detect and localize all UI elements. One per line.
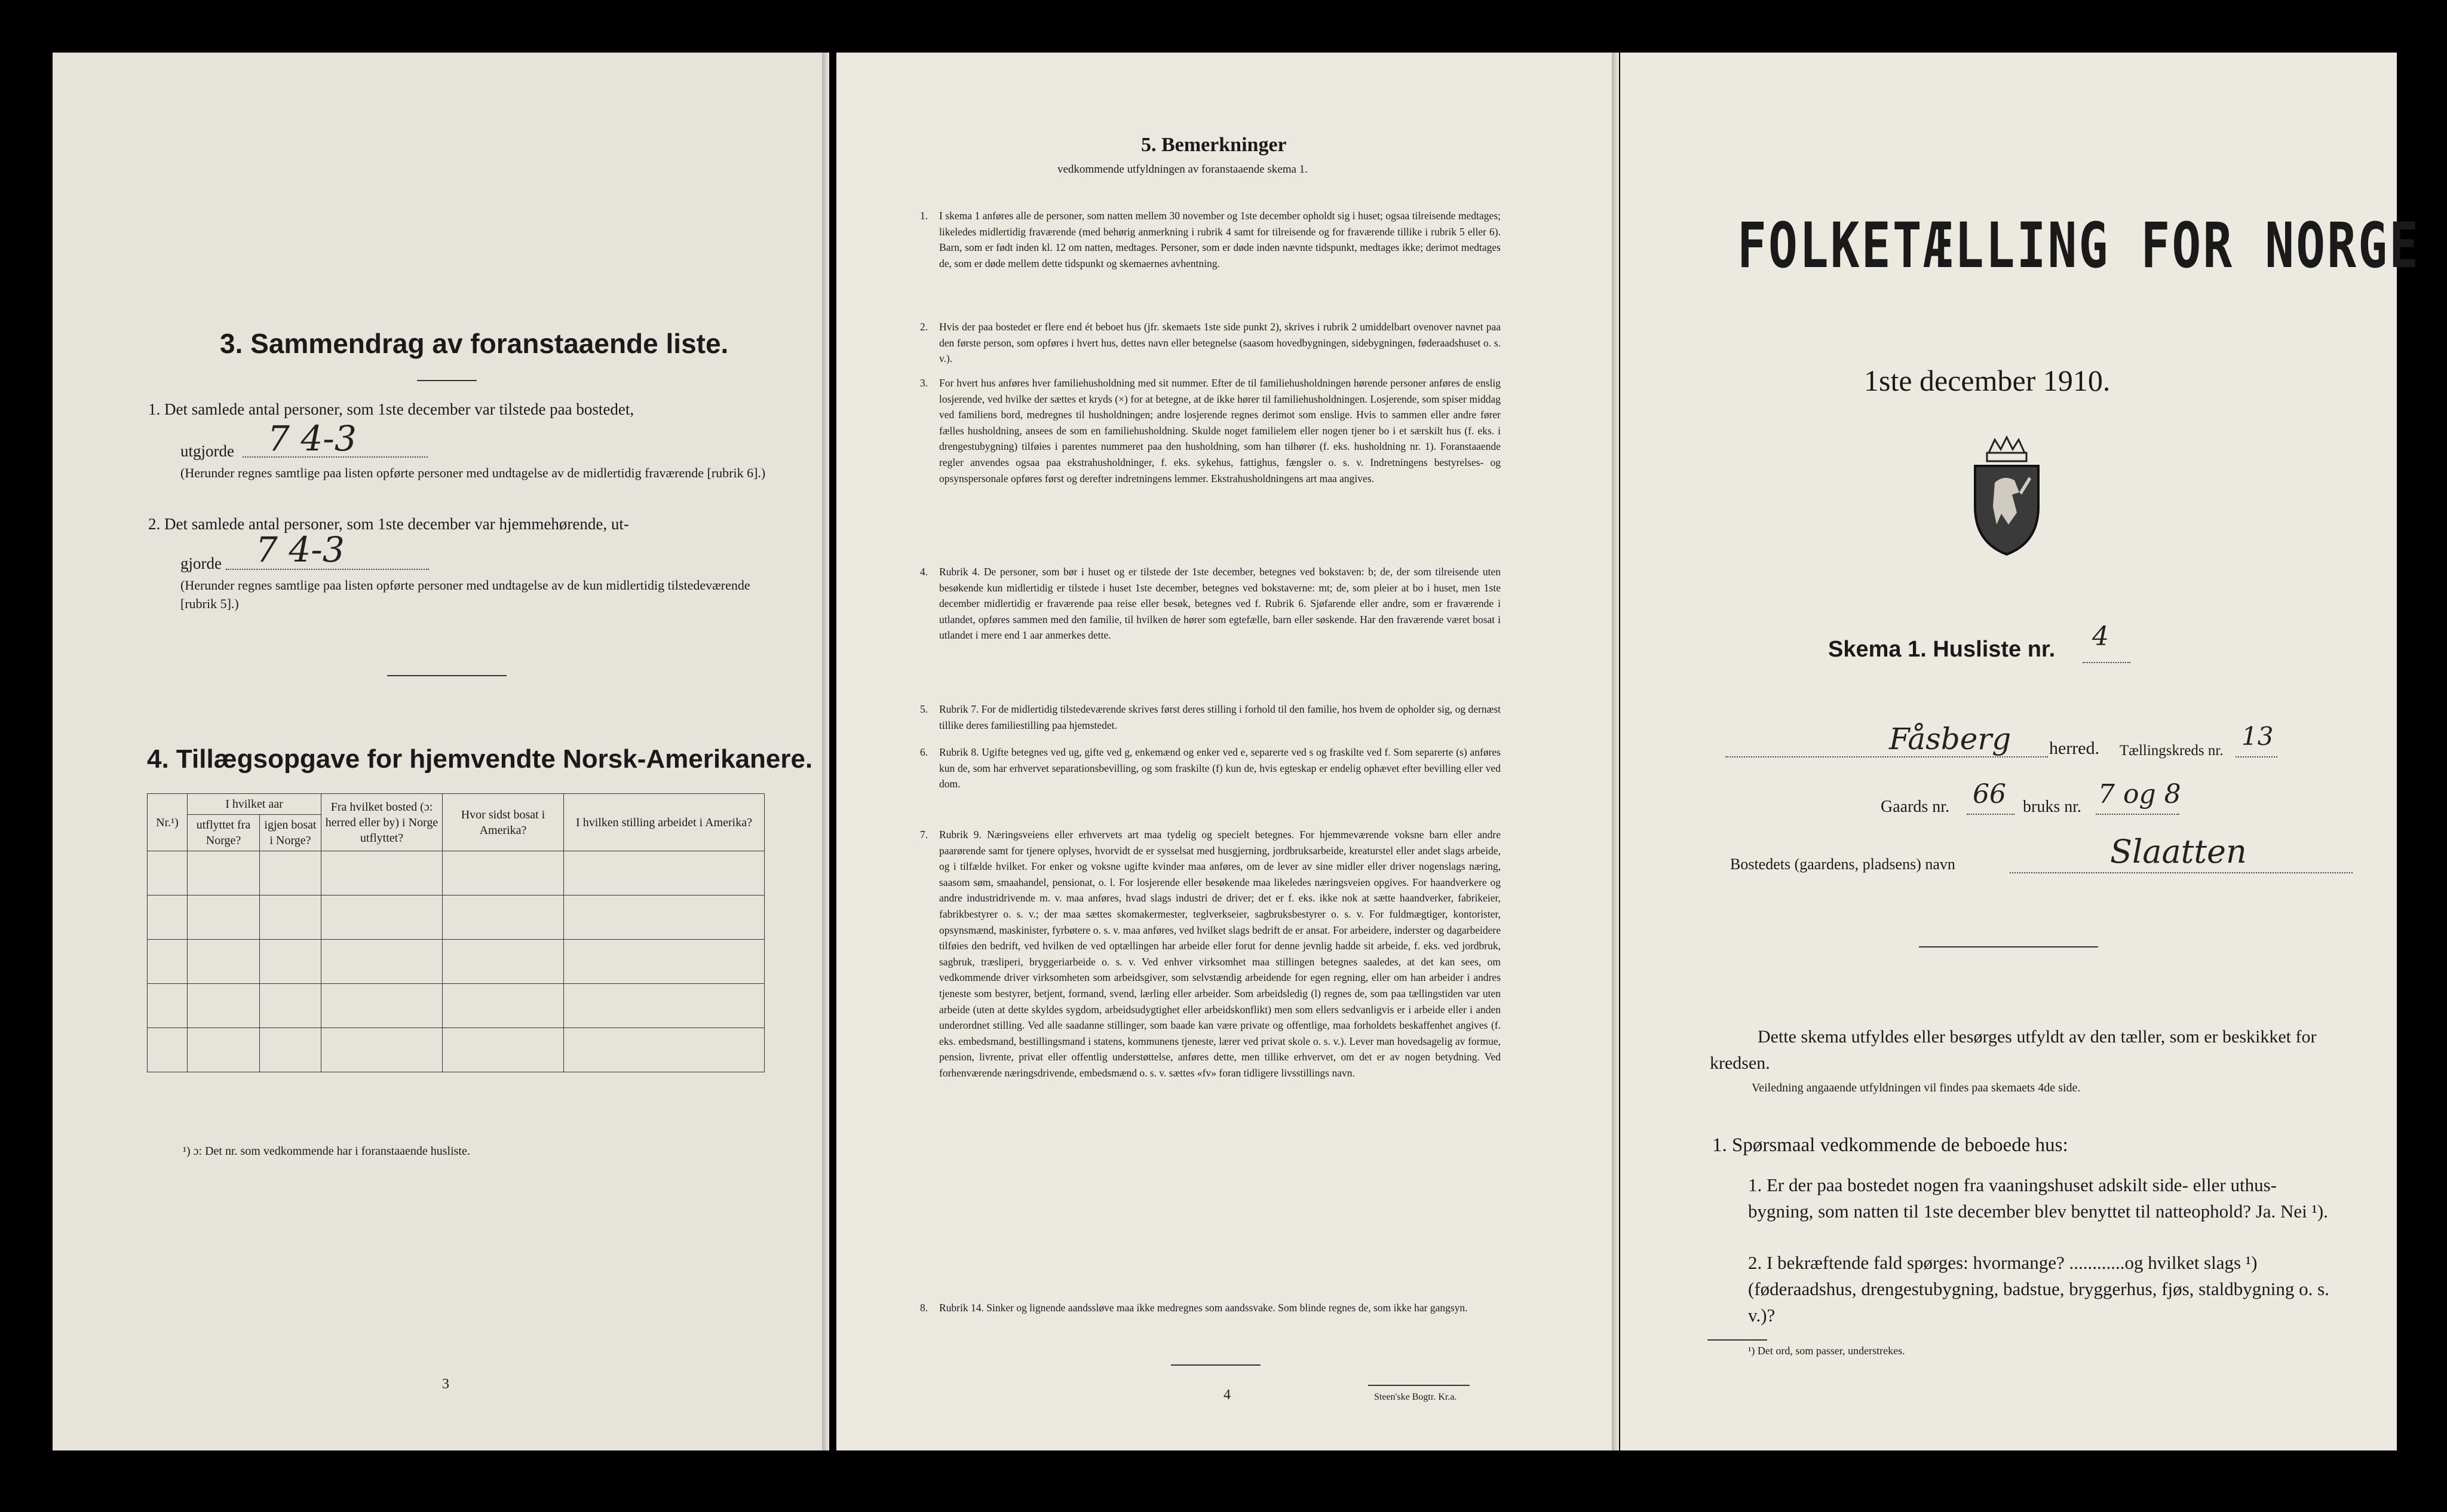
remark-item-3: 3. For hvert hus anføres hver familiehusholdning med sit nummer. Efter de til familiehusholdningen hørende personer anføres de enslig losjerende, ved hvilke der sættes et kryds (×) for at betegne, at de ikke hører til familiehusholdningen. Losjerende, som spiser middag ved familiens bord, medregnes til husholdningen; andre losjerende regnes derimot som enslige. Hvis to sammen eller andre fører fælles husholdning, ansees de som en familiehusholdning. Skulde noget familielem eller nogen tjener bo i et særskilt hus (f. eks. i drengestubygning) tilføies i parentes nummeret paa den husholdning, som han tilhører (f. eks. husholdning nr. 1). Foranstaaende regler anvendes ogsaa paa ekstrahusholdninger, f. eks. sykehus, fattighus, fængsler o. s. v. Indretningens bestyrelses- og opsynspersonale opføres først og derefter indretningens lemmer. Ekstrahusholdningens art maa angives. [920, 377, 1501, 484]
q2-value: 7 4-3 [256, 529, 345, 570]
page-left [53, 53, 823, 1450]
footnote: ¹) Det ord, som passer, understrekes. [1748, 1345, 1905, 1357]
page-fold [822, 53, 829, 1450]
table-row [148, 984, 765, 1028]
q2-text: 2. Det samlede antal personer, som 1ste december var hjemmehørende, ut- [148, 515, 629, 533]
divider [417, 380, 477, 381]
q1-utgjorde: utgjorde [180, 442, 234, 460]
col-i-hvilket-aar: I hvilket aar [188, 794, 321, 815]
remark-item-7: 7. Rubrik 9. Næringsveiens eller erhvervets art maa tydelig og specielt betegnes. For hjemmeværende voksne barn eller andre paarørende samt for tjenere oplyses, hvorvidt de er sysselsat med husgjerning, jordbruksarbeide, kreaturstel eller andet slags arbeide, og i tilfælde hvilket. For enker og voksne ugifte kvinder maa anføres, om de lever av sine midler eller driver nogenslags næring, saasom søm, smaahandel, pensionat, o. l. For losjerende eller besøkende maa likeledes næringsveien opgives. For haandverkere og andre industridrivende m. v. maa anføres, hvad slags industri de driver; det er f. eks. ikke nok at sætte haandverker, fabrikeier, fabrikbestyrer o. s. v.; der maa sættes skomakermester, teglverkseier, sagbruksbestyrer o. s. v. For fuldmægtiger, kontorister, opsynsmænd, maskinister, fyrbøtere o. s. v. maa anføres, ved hvilket slags bedrift de er ansat. For arbeidere, inderster og dagarbeidere tilføies den bedrift, ved hvilken de ved optællingen har arbeide eller forut for denne jevnlig hadde sit arbeide, f. eks. ved jordbruk, sagbruk, træsliperi, bryggeriarbeide o. s. v. Ved enhver virksomhet maa stillingen betegnes saaledes, at det kan sees, om vedkommende driver virksomheten som arbeidsgiver, som selvstændig arbeidende for egen regning, eller om han arbeider i andres tjeneste som bestyrer, betjent, formand, svend, lærling eller arbeider. Som arbeidsledig (l) regnes de, som paa tællingstiden var uten arbeide (uten at dette skyldes sygdom, arbeidsudygtighet eller arbeidskonflikt) men som ellers sedvanligvis er i arbeide eller i anden underordnet stilling. Ved alle saadanne stillinger, som baade kan være private og offentlige, maa forholdets beskaffenhet angives (f. eks. embedsmand, bestillingsmand i statens, kommunens tjeneste, lærer ved privat skole o. s. v.). Lever man hovedsagelig av formue, pension, livrente, privat eller offentlig understøttelse, anføres dette, men tillike erhvervet, om det er av nogen betydning. Ved forhenværende næringsdrivende, embedsmænd o. s. v. sættes «fv» foran tidligere livsstillings navn. [920, 829, 1501, 1079]
bruks-label: bruks nr. [2023, 798, 2081, 816]
bosted-label: Bostedets (gaardens, pladsens) navn [1730, 855, 1955, 873]
husliste-value: 4 [2092, 621, 2109, 652]
divider [387, 675, 507, 676]
divider [1368, 1385, 1470, 1386]
remark-item-1: 1. I skema 1 anføres alle de personer, som natten mellem 30 november og 1ste december opholdt sig i huset; ogsaa tilreisende medtages; likeledes midlertidig fraværende (med behørig anmerkning i rubrik 4 samt for tilreisende og for fraværende tillike i rubrik 5 eller 6). Barn, som er født inden kl. 12 om natten, medtages. Personer, som er døde inden nævnte tidspunkt, medtages ikke; derimot medtages de, som er døde mellem dette tidspunkt og skemaernes avhentning. [920, 210, 1501, 269]
page-middle [836, 53, 1612, 1450]
table-row [148, 851, 765, 895]
herred-value: Fåsberg [1889, 722, 2011, 756]
table-footnote: ¹) ɔ: Det nr. som vedkommende har i foranstaaende husliste. [183, 1145, 470, 1158]
table-row [148, 1028, 765, 1072]
q2-note: (Herunder regnes samtlige paa listen opførte personer med undtagelse av de kun midlertidig tilstedeværende [rubrik 5].) [180, 578, 750, 611]
divider [1707, 1339, 1767, 1341]
q1-text: 1. Det samlede antal personer, som 1ste december var tilstede paa bostedet, [148, 400, 634, 418]
bosted-line [2010, 872, 2353, 873]
page-right [1620, 53, 2421, 1450]
skema-label: Skema 1. Husliste nr. [1828, 637, 2056, 662]
instruction-small: Veiledning angaaende utfyldningen vil findes paa skemaets 4de side. [1752, 1081, 2081, 1094]
col-hvor-sidst: Hvor sidst bosat i Amerika? [443, 794, 564, 851]
remark-item-8: 8. Rubrik 14. Sinker og lignende aandssløve maa ikke medregnes som aandssvake. Som blinde regnes de, som ikke har gangsyn. [920, 1302, 1468, 1314]
husliste-line [2083, 662, 2130, 663]
questions-header: 1. Spørsmaal vedkommende de beboede hus: [1712, 1134, 2068, 1156]
page-number: 3 [442, 1376, 449, 1392]
printer-imprint: Steen'ske Bogtr. Kr.a. [1374, 1392, 1457, 1402]
herred-label: herred. [2049, 738, 2100, 758]
remarks-subtitle: vedkommende utfyldningen av foranstaaende skema 1. [1057, 163, 1308, 176]
gaards-value: 66 [1973, 779, 2006, 809]
norsk-amerikanere-table [147, 793, 765, 1072]
form-title: FOLKETÆLLING FOR NORGE [1737, 209, 2421, 282]
divider [1171, 1364, 1261, 1366]
page-number: 4 [1224, 1387, 1231, 1403]
question-2: 2. I bekræftende fald spørges: hvormange? ............og hvilket slags ¹) (føderaadshus, drengestubygning, badstue, bryggerhus, fjøs, staldbygning o. s. v.)? [1748, 1252, 2329, 1326]
remark-item-6: 6. Rubrik 8. Ugifte betegnes ved ug, gifte ved g, enkemænd og enker ved e, separerte ved s og fraskilte ved f. Som separerte (s) anføres kun de, som har erhvervet separationsbevilling, og som fraskilte (f) kun de, hvis egteskap er endelig ophævet efter bevilling eller ved dom. [920, 746, 1501, 790]
q1-note: (Herunder regnes samtlige paa listen opførte personer med undtagelse av de midlertidig fraværende [rubrik 6].) [180, 465, 766, 480]
instruction: Dette skema utfyldes eller besørges utfyldt av den tæller, som er beskikket for kredsen. [1710, 1027, 2317, 1073]
section4-title: 4. Tillægsopgave for hjemvendte Norsk-Amerikanere. [147, 744, 813, 774]
q2-utgjorde: gjorde [180, 554, 222, 572]
norway-coat-of-arms-icon [1962, 435, 2052, 560]
divider [1919, 946, 2098, 947]
bruks-line [2096, 814, 2179, 815]
col-stilling: I hvilken stilling arbeidet i Amerika? [564, 794, 765, 851]
question-1: 1. Er der paa bostedet nogen fra vaaningshuset adskilt side- eller uthus-bygning, som natten til 1ste december blev benyttet til natteophold? Ja. Nei ¹). [1748, 1174, 2328, 1222]
bosted-value: Slaatten [2110, 833, 2247, 870]
herred-line [1725, 756, 2048, 757]
remark-item-5: 5. Rubrik 7. For de midlertidig tilstedeværende skrives først deres stilling i forhold til den familie, hos hvem de opholder sig, og dernæst tillike deres familiestilling paa hjemstedet. [920, 703, 1501, 731]
col-fra-hvilket: Fra hvilket bosted (ɔ: herred eller by) i Norge utflyttet? [321, 794, 443, 851]
q1-value: 7 4-3 [268, 418, 357, 459]
page-fold [1612, 53, 1619, 1450]
gaards-label: Gaards nr. [1881, 798, 1950, 816]
table-row [148, 940, 765, 984]
bruks-value: 7 og 8 [2098, 779, 2181, 809]
remark-item-4: 4. Rubrik 4. De personer, som bør i huset og er tilstede der 1ste december, betegnes ved bokstaven: b; de, der som tilreisende uten besøkende kun midlertidig er tilstede i huset 1ste december, betegnes ved bokstaverne: mt; de, som pleier at bo i huset, men 1ste december midlertidig er fraværende paa reise eller besøk, betegnes ved f. Rubrik 6. Sjøfarende eller andre, som er fraværende i utlandet, opføres sammen med den familie, til hvilken de hører som egtefælle, barn eller søskende. Har den fraværende været bosat i utlandet i mere end 1 aar anmerkes dette. [920, 566, 1501, 642]
col-utflyttet: utflyttet fra Norge? [188, 815, 260, 851]
table-row [148, 895, 765, 940]
form-date: 1ste december 1910. [1864, 364, 2111, 397]
col-igjen: igjen bosat i Norge? [260, 815, 321, 851]
gaards-line [1967, 814, 2014, 815]
remark-item-2: 2. Hvis der paa bostedet er flere end ét beboet hus (jfr. skemaets 1ste side punkt 2), skrives i rubrik 2 umiddelbart ovenover navnet paa den første person, som opføres i hvert hus, dettes navn eller betegnelse (saasom hovedbygningen, sidebygningen, føderaadshuset o. s. v.). [920, 321, 1501, 365]
kreds-line [2236, 756, 2277, 757]
kreds-label: Tællingskreds nr. [2120, 743, 2224, 759]
remarks-title: 5. Bemerkninger [1141, 134, 1287, 156]
col-nr: Nr.¹) [148, 794, 188, 851]
kreds-value: 13 [2241, 722, 2274, 751]
section3-title: 3. Sammendrag av foranstaaende liste. [220, 328, 729, 359]
